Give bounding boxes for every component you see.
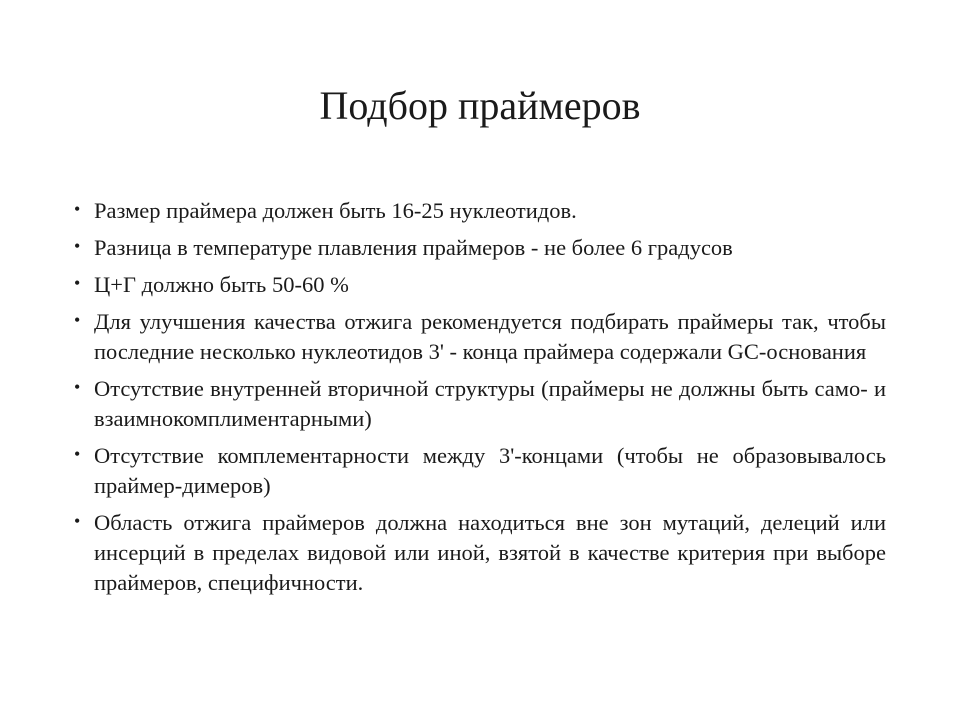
bullet-dot-icon: • — [74, 511, 81, 531]
bullet-text: Для улучшения качества отжига рекомендуется подбирать праймеры так, чтобы последние несколько нуклеотидов 3' - конца праймера содержали GC-основания — [94, 309, 886, 364]
bullet-item — [74, 270, 886, 300]
bullet-item — [74, 374, 886, 434]
bullet-text: Ц+Г должно быть 50-60 % — [94, 272, 349, 297]
bullet-list — [74, 196, 886, 598]
bullet-dot-icon: • — [74, 236, 81, 256]
bullet-text: Область отжига праймеров должна находиться вне зон мутаций, делеций или инсерций в пределах видовой или иной, взятой в качестве критерия при выборе праймеров, специфичности. — [94, 510, 886, 595]
bullet-dot-icon: • — [74, 444, 81, 464]
bullet-item — [74, 307, 886, 367]
bullet-item — [74, 196, 886, 226]
bullet-dot-icon: • — [74, 199, 81, 219]
bullet-item — [74, 233, 886, 263]
bullet-dot-icon: • — [74, 273, 81, 293]
bullet-text: Разница в температуре плавления праймеров - не более 6 градусов — [94, 235, 733, 260]
bullet-text: Размер праймера должен быть 16-25 нуклеотидов. — [94, 198, 577, 223]
bullet-text: Отсутствие внутренней вторичной структуры (праймеры не должны быть само- и взаимнокомплиментарными) — [94, 376, 886, 431]
bullet-text: Отсутствие комплементарности между 3'-концами (чтобы не образовывалось праймер-димеров) — [94, 443, 886, 498]
bullet-dot-icon: • — [74, 310, 81, 330]
bullet-dot-icon: • — [74, 377, 81, 397]
bullet-item — [74, 508, 886, 598]
slide-title: Подбор праймеров — [319, 83, 641, 128]
bullet-item — [74, 441, 886, 501]
